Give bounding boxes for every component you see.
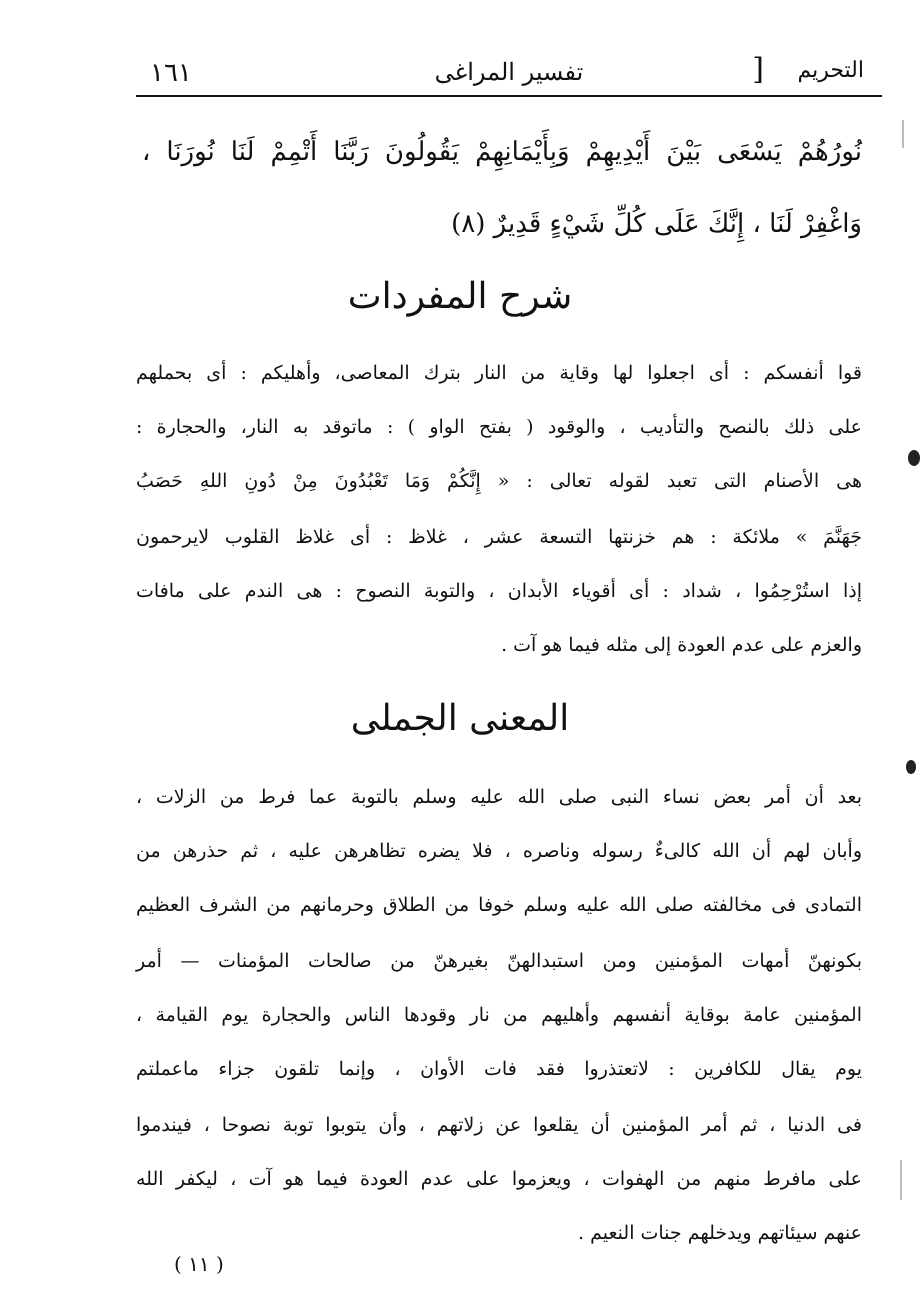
- running-header: [138, 52, 880, 92]
- vocab-line: جَهَنَّمَ » ملائكة : هم خزنتها التسعة عشر ، غلاظ : أى غلاظ القلوب لايرحمون: [136, 526, 862, 548]
- meaning-line: فى الدنيا ، ثم أمر المؤمنين أن يقلعوا عن زلاتهم ، وأن يتوبوا توبة نصوحا ، فيندموا: [136, 1114, 862, 1136]
- header-rule: [136, 95, 882, 97]
- meaning-line: على مافرط منهم من الهفوات ، ويعزموا على عدم العودة فيما هو آت ، ليكفر الله: [136, 1168, 862, 1190]
- meaning-line: بكونهنّ أمهات المؤمنين ومن استبدالهنّ بغيرهنّ من صالحات المؤمنات — أمر: [136, 950, 862, 972]
- scan-artifact: [906, 760, 916, 774]
- verse-line-2: وَاغْفِرْ لَنَا ، إِنَّكَ عَلَى كُلِّ شَيْءٍ قَدِيرٌ (٨): [451, 209, 862, 239]
- meaning-line: بعد أن أمر بعض نساء النبى صلى الله عليه وسلم بالتوبة عما فرط من الزلات ،: [136, 786, 862, 808]
- vocab-line: على ذلك بالنصح والتأديب ، والوقود ( بفتح الواو ) : ماتوقد به النار، والحجارة :: [136, 416, 862, 438]
- verse-line-1: نُورُهُمْ يَسْعَى بَيْنَ أَيْدِيهِمْ وَبِأَيْمَانِهِمْ يَقُولُونَ رَبَّنَا أَتْمِمْ لَنَا نُورَنَا ،: [142, 137, 862, 167]
- page-number: ١٦١: [150, 58, 192, 88]
- signature-mark: ( ١١ ): [174, 1252, 224, 1276]
- meaning-line: يوم يقال للكافرين : لاتعتذروا فقد فات الأوان ، وإنما تلقون جزاء ماعملتم: [136, 1058, 862, 1080]
- chapter-name: التحريم: [797, 58, 864, 83]
- vocab-heading: شرح المفردات: [347, 276, 573, 317]
- header-bracket: ]: [752, 52, 764, 87]
- scan-artifact: [900, 1160, 902, 1200]
- book-title: تفسير المراغى: [434, 58, 584, 86]
- vocab-line: والعزم على عدم العودة إلى مثله فيما هو آت .: [501, 634, 862, 656]
- vocab-line: إذا استُرْحِمُوا ، شداد : أى أقوياء الأبدان ، والتوبة النصوح : هى الندم على مافات: [136, 580, 862, 602]
- scan-artifact: [908, 450, 920, 466]
- meaning-heading: المعنى الجملى: [350, 698, 570, 739]
- meaning-line: التمادى فى مخالفته صلى الله عليه وسلم خوفا من الطلاق وحرمانهم من الشرف العظيم: [136, 894, 862, 916]
- meaning-line: وأبان لهم أن الله كالىءٌ رسوله وناصره ، فلا يضره تظاهرهن عليه ، ثم حذرهن من: [136, 840, 862, 862]
- meaning-line: عنهم سيئاتهم ويدخلهم جنات النعيم .: [578, 1222, 862, 1244]
- meaning-line: المؤمنين عامة بوقاية أنفسهم وأهليهم من نار وقودها الناس والحجارة يوم القيامة ،: [136, 1004, 862, 1026]
- scan-artifact: [902, 120, 904, 148]
- vocab-line: قوا أنفسكم : أى اجعلوا لها وقاية من النار بترك المعاصى، وأهليكم : أى بحملهم: [136, 362, 862, 384]
- vocab-line: هى الأصنام التى تعبد لقوله تعالى : « إِنَّكُمْ وَمَا تَعْبُدُونَ مِنْ دُونِ اللهِ حَصَبُ: [136, 470, 862, 492]
